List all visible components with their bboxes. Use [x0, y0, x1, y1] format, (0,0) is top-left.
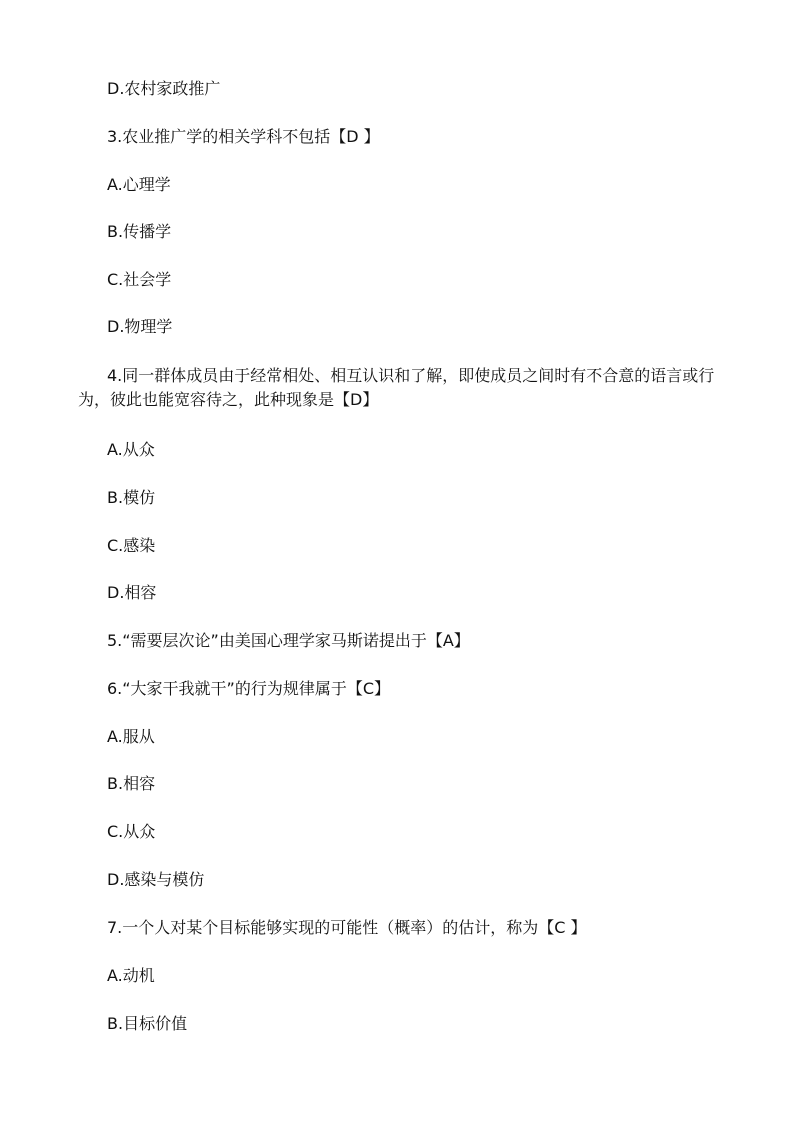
- option-d-q2: D.农村家政推广: [107, 79, 221, 98]
- option-b-q3: B.传播学: [107, 222, 172, 241]
- option-d-q4: D.相容: [107, 583, 157, 602]
- question-7: 7.一个人对某个目标能够实现的可能性（概率）的估计，称为【C 】: [107, 918, 587, 937]
- option-a-q3: A.心理学: [107, 175, 171, 194]
- option-b-q7: B.目标价值: [107, 1014, 188, 1033]
- question-5: 5.“需要层次论”由美国心理学家马斯诺提出于【A】: [107, 631, 470, 650]
- option-d-q6: D.感染与模仿: [107, 870, 205, 889]
- question-4: 4.同一群体成员由于经常相处、相互认识和了解，即使成员之间时有不合意的语言或行为，彼此也能宽容待之，此种现象是【D】: [78, 366, 715, 409]
- option-a-q7: A.动机: [107, 966, 155, 985]
- option-d-q3: D.物理学: [107, 317, 173, 336]
- option-c-q4: C.感染: [107, 536, 156, 555]
- question-6: 6.“大家干我就干”的行为规律属于【C】: [107, 679, 391, 698]
- option-a-q6: A.服从: [107, 727, 155, 746]
- option-b-q6: B.相容: [107, 774, 156, 793]
- option-c-q3: C.社会学: [107, 270, 172, 289]
- option-b-q4: B.模仿: [107, 488, 156, 507]
- option-a-q4: A.从众: [107, 440, 155, 459]
- question-3: 3.农业推广学的相关学科不包括【D 】: [107, 127, 380, 146]
- option-c-q6: C.从众: [107, 822, 156, 841]
